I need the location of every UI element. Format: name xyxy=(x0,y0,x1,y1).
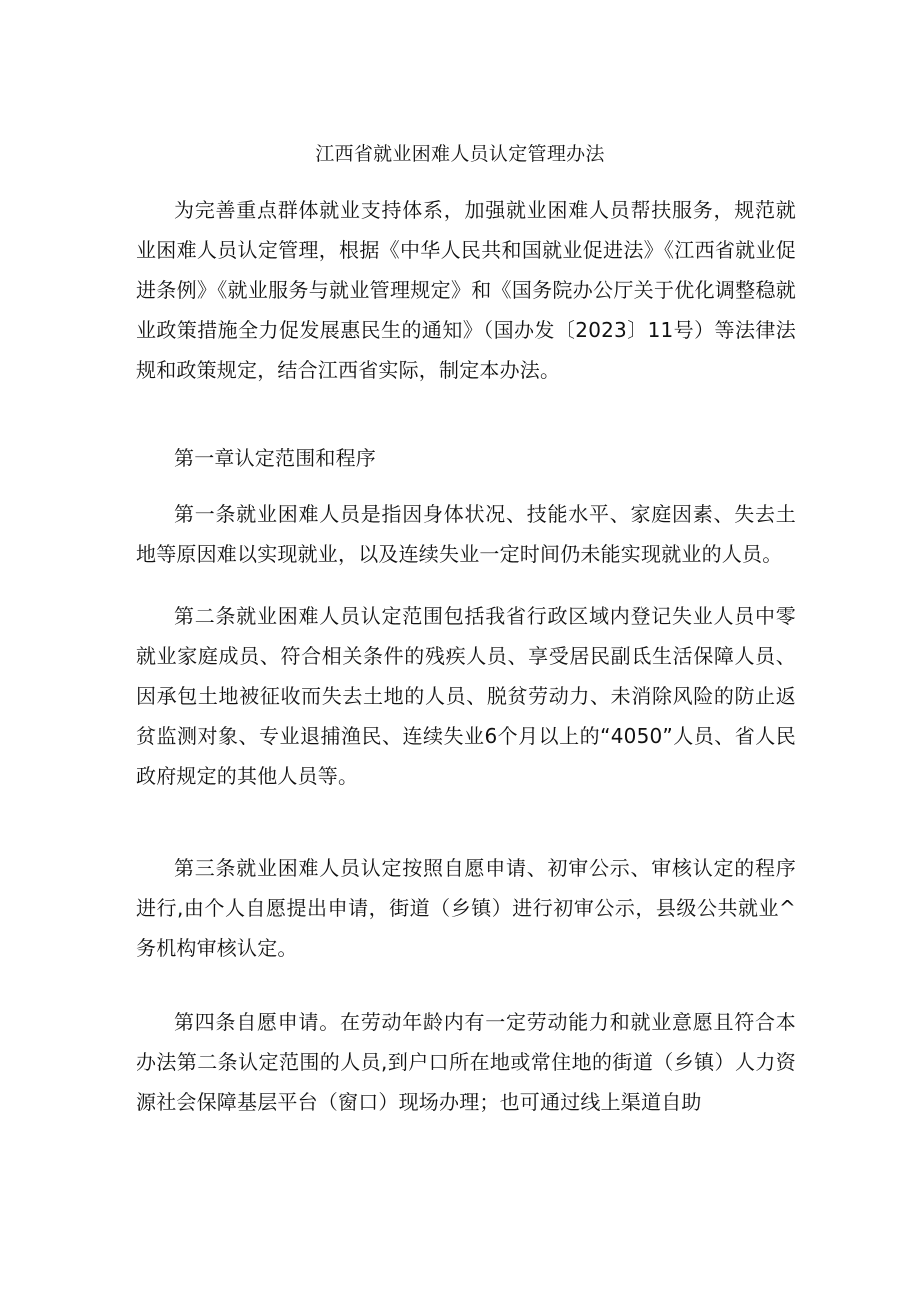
article-1-paragraph: 第一条就业困难人员是指因身体状况、技能水平、家庭因素、失去土地等原因难以实现就业，以及连续失业一定时间仍未能实现就业的人员。 xyxy=(136,502,796,566)
article-3-paragraph: 第三条就业困难人员认定按照自愿申请、初审公示、审核认定的程序进行,由个人自愿提出申请，街道（乡镇）进行初审公示，县级公共就业^务机构审核认定。 xyxy=(136,856,796,960)
article-2-paragraph: 第二条就业困难人员认定范围包括我省行政区域内登记失业人员中零就业家庭成员、符合相关条件的残疾人员、享受居民副氐生活保障人员、因承包土地被征收而失去土地的人员、脱贫劳动力、未消除风险的防止返贫监测对象、专业退捕渔民、连续失业6个月以上的“4050”人员、省人民政府规定的其他人员等。 xyxy=(136,604,796,788)
chapter-heading: 第一章认定范围和程序 xyxy=(174,446,376,470)
article-4-paragraph: 第四条自愿申请。在劳动年龄内有一定劳动能力和就业意愿且符合本办法第二条认定范围的人员,到户口所在地或常住地的街道（乡镇）人力资源社会保障基层平台（窗口）现场办理；也可通过线上渠道自助 xyxy=(136,1010,796,1114)
intro-paragraph: 为完善重点群体就业支持体系，加强就业困难人员帮扶服务，规范就业困难人员认定管理，根据《中华人民共和国就业促进法》《江西省就业促进条例》《就业服务与就业管理规定》和《国务院办公厅关于优化调整稳就业政策措施全力促发展惠民生的通知》（国办发〔2023〕11号）等法律法规和政策规定，结合江西省实际，制定本办法。 xyxy=(136,198,796,382)
document-title: 江西省就业困难人员认定管理办法 xyxy=(315,143,605,165)
